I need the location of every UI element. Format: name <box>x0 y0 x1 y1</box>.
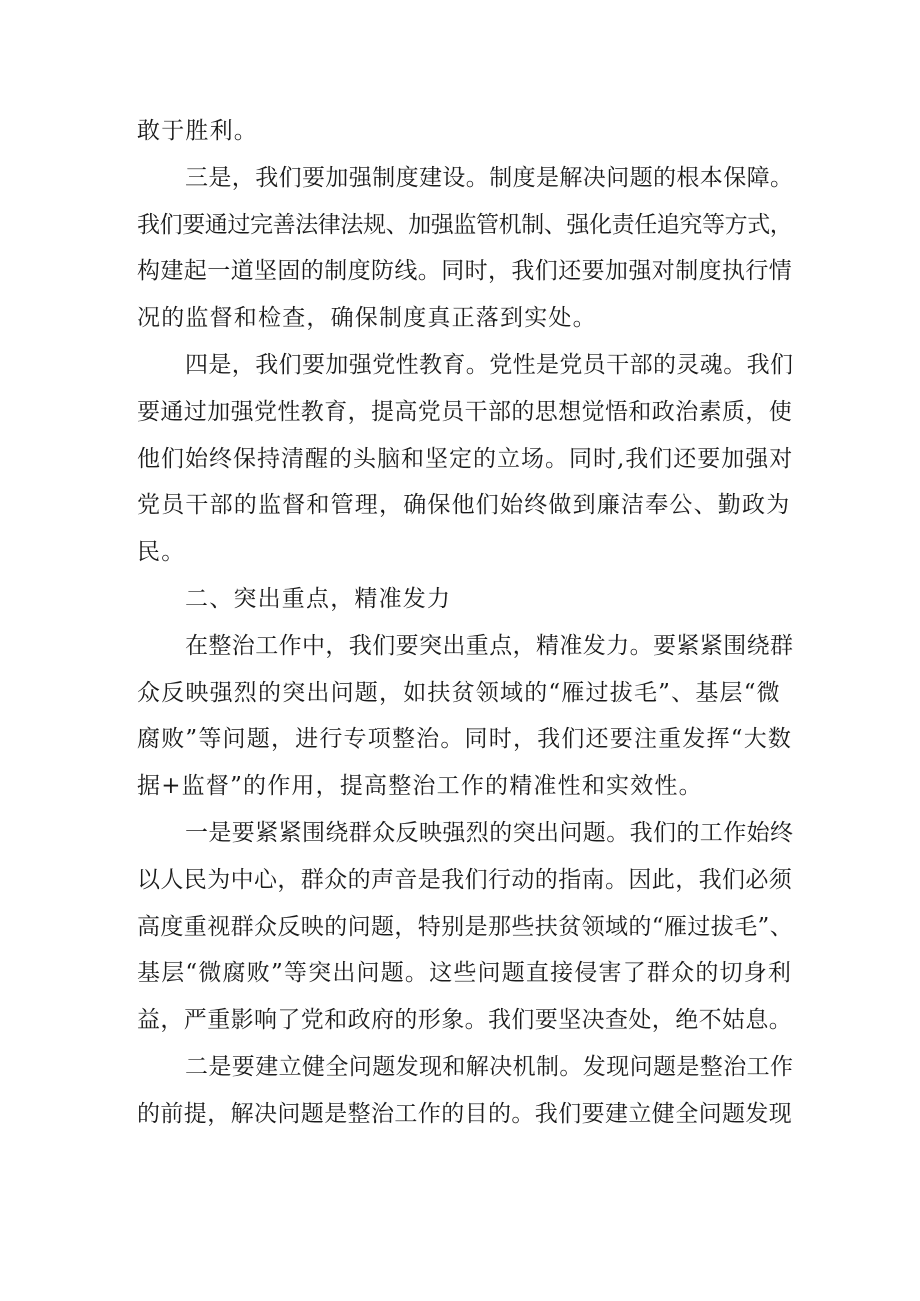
text-line: 众反映强烈的突出问题，如扶贫领域的“雁过拔毛”、基层“微 <box>137 679 781 706</box>
text-line: 基层“微腐败”等突出问题。这些问题直接侵害了群众的切身利 <box>137 960 793 987</box>
text-line: 要通过加强党性教育，提高党员干部的思想觉悟和政治素质，使 <box>137 398 793 425</box>
text-line: 民。 <box>137 539 186 566</box>
text-line: 以人民为中心，群众的声音是我们行动的指南。因此，我们必须 <box>137 866 793 893</box>
text-line: 腐败”等问题，进行专项整治。同时，我们还要注重发挥“大数 <box>137 726 793 753</box>
text-line: 四是，我们要加强党性教育。党性是党员干部的灵魂。我们 <box>185 351 794 378</box>
text-line: 的前提，解决问题是整治工作的目的。我们要建立健全问题发现 <box>137 1100 793 1127</box>
section-heading: 二、突出重点，精准发力 <box>185 585 452 612</box>
text-line: 二是要建立健全问题发现和解决机制。发现问题是整治工作 <box>185 1053 794 1080</box>
text-line: 他们始终保持清醒的头脑和坚定的立场。同时,我们还要加强对 <box>137 445 794 472</box>
text-line: 益，严重影响了党和政府的形象。我们要坚决查处，绝不姑息。 <box>137 1007 793 1034</box>
text-line: 一是要紧紧围绕群众反映强烈的突出问题。我们的工作始终 <box>185 819 794 846</box>
text-line: 在整治工作中，我们要突出重点，精准发力。要紧紧围绕群 <box>185 632 794 659</box>
text-line: 党员干部的监督和管理，确保他们始终做到廉洁奉公、勤政为 <box>137 492 791 519</box>
text-line: 况的监督和检查，确保制度真正落到实处。 <box>137 305 597 332</box>
text-line: 我们要通过完善法律法规、加强监管机制、强化责任追究等方式， <box>137 211 793 238</box>
text-line: 构建起一道坚固的制度防线。同时，我们还要加强对制度执行情 <box>137 258 793 285</box>
document-body <box>137 108 797 1138</box>
text-line: 三是，我们要加强制度建设。制度是解决问题的根本保障。 <box>185 164 794 191</box>
text-line: 据+监督”的作用，提高整治工作的精准性和实效性。 <box>137 773 703 800</box>
text-line: 高度重视群众反映的问题，特别是那些扶贫领域的“雁过拔毛”、 <box>137 913 794 940</box>
text-line: 敢于胜利。 <box>137 118 258 144</box>
